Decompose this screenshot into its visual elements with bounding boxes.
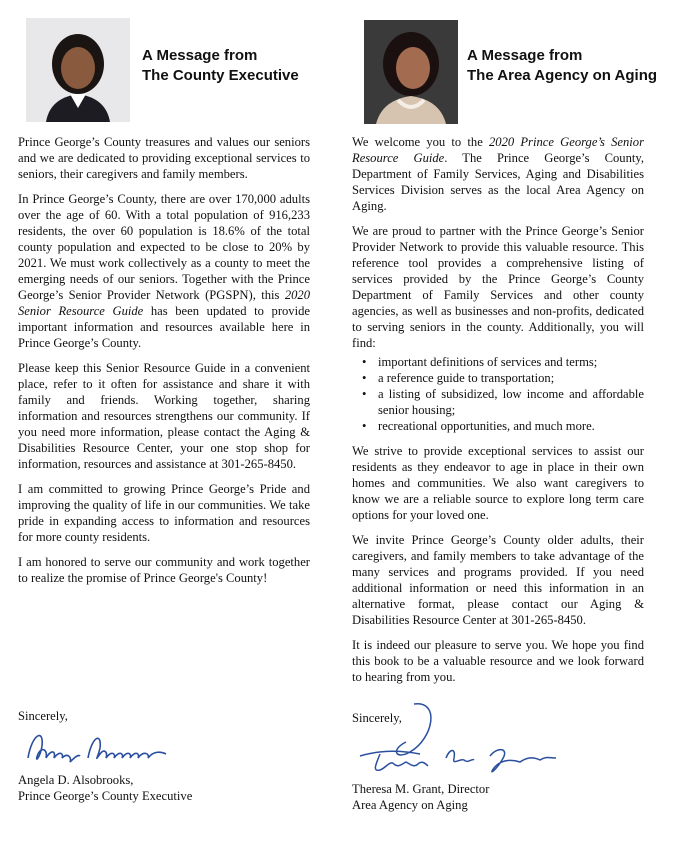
services-bullet-list: [352, 354, 644, 434]
right-closing: Sincerely,: [352, 711, 402, 725]
right-paragraph: We strive to provide exceptional services to assist our residents as they endeavor to age in place in their own homes and communities. We also want caregivers to know we are a reliable source to explore long term care options for your loved one.: [352, 444, 644, 522]
left-signer: Angela D. Alsobrooks, Prince George’s County Executive: [18, 773, 193, 803]
right-paragraph: We welcome you to the 2020 Prince George’s Senior Resource Guide. The Prince George’s County, Department of Family Services, Aging and Disabilities Services Division serves as the local Area Agency on Aging.: [352, 135, 644, 213]
agency-director-photo: [364, 20, 458, 124]
county-executive-photo: [26, 18, 130, 122]
right-heading: A Message from The Area Agency on Aging: [467, 47, 658, 84]
left-paragraph: Prince George’s County treasures and values our seniors and we are dedicated to providing exceptional services to seniors, their caregivers and family members.: [18, 135, 310, 181]
right-paragraph: We are proud to partner with the Prince George’s Senior Provider Network to provide this valuable resource. This reference tool provides a comprehensive listing of services provided by the Prince George’s County Department of Family Services and other county agencies, as well as businesses and non-profits, dedicated to serving seniors in the county. Additionally, you will find:: [352, 224, 644, 350]
list-item: • important definitions of services and terms;: [378, 354, 644, 370]
list-item: • a reference guide to transportation;: [378, 370, 644, 386]
list-item: • a listing of subsidized, low income and affordable senior housing;: [378, 386, 644, 418]
right-signer: Theresa M. Grant, Director Area Agency on Aging: [352, 782, 490, 812]
agency-director-signature: [350, 698, 570, 778]
county-executive-message: [18, 134, 310, 595]
right-paragraph: We invite Prince George’s County older adults, their caregivers, and family members to take advantage of the many services and programs provided. If you need additional information or need this information in an alternative format, please contact our Aging & Disabilities Resource Center at 301-265-8450.: [352, 533, 644, 627]
left-paragraph: Please keep this Senior Resource Guide in a convenient place, refer to it often for assistance and share it with family and friends. Working together, sharing information and resources strengthens our community. If you need more information, please contact the Aging & Disabilities Resource Center, your one stop shop for information, resources and assistance at 301-265-8450.: [18, 361, 310, 471]
left-paragraph: I am committed to growing Prince George’s Pride and improving the quality of life in our communities. We take pride in expanding access to information and resources for more county residents.: [18, 482, 310, 544]
county-executive-signature: [22, 724, 182, 770]
left-closing: Sincerely,: [18, 709, 68, 723]
list-item: • recreational opportunities, and much more.: [378, 418, 644, 434]
right-paragraph: It is indeed our pleasure to serve you. We hope you find this book to be a valuable resource and we look forward to hearing from you.: [352, 638, 644, 684]
left-paragraph: I am honored to serve our community and work together to realize the promise of Prince George's County!: [18, 555, 310, 585]
left-paragraph: In Prince George’s County, there are over 170,000 adults over the age of 60. With a total population of 916,233 residents, the over 60 population is 18.6% of the total county population and expected to be close to 20% by 2021. We must work collectively as a county to meet the emerging needs of our seniors. Together with the Prince George’s Senior Provider Network (PGSPN), this 2020 Senior Resource Guide has been updated to provide important information and resources available here in Prince George’s County.: [18, 192, 310, 350]
area-agency-message: [352, 134, 644, 694]
left-heading: A Message from The County Executive: [142, 47, 299, 84]
